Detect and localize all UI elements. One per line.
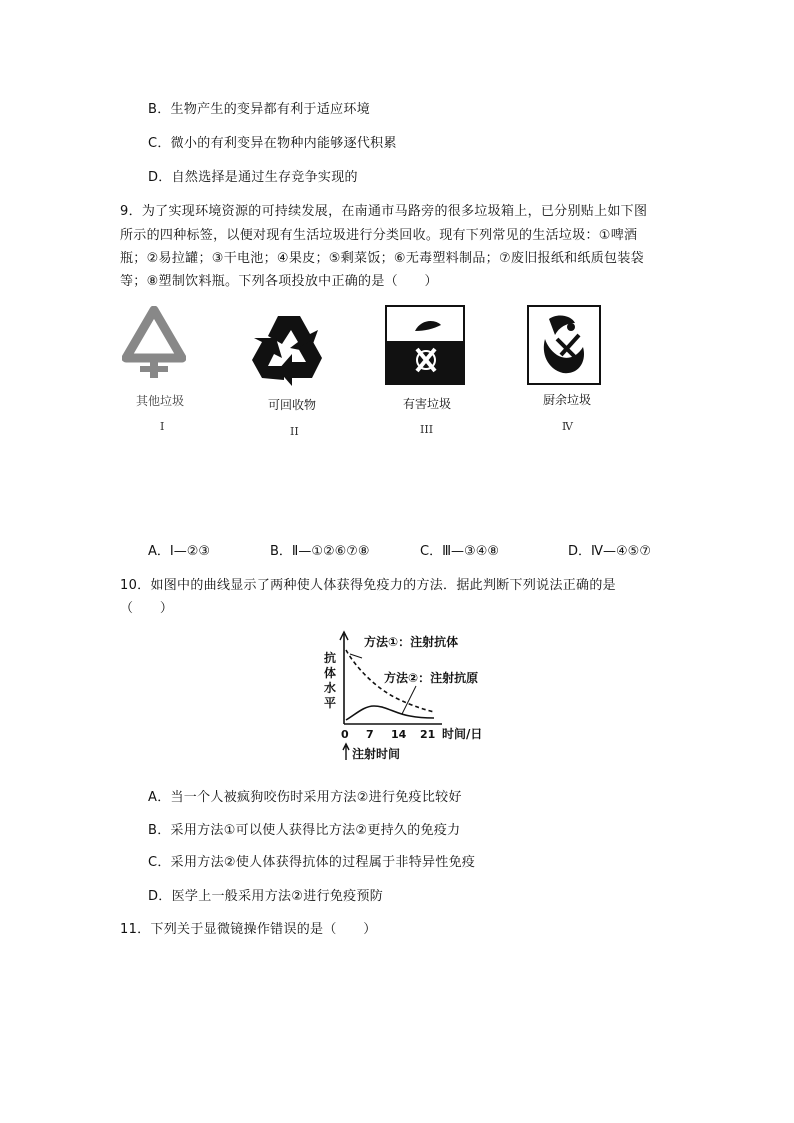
x-tick-21: 21 xyxy=(420,728,436,741)
q9-answer-d: D．Ⅳ—④⑤⑦ xyxy=(568,544,651,559)
q9-answer-c: C．Ⅲ—③④⑧ xyxy=(420,544,500,559)
q9-stem-line-4: 等；⑧塑制饮料瓶。下列各项投放中正确的是（ ） xyxy=(120,274,438,289)
other-waste-icon xyxy=(122,306,186,384)
x-tick-14: 14 xyxy=(391,728,407,741)
q9-stem-line-1: 9．为了实现环境资源的可持续发展，在南通市马路旁的很多垃圾箱上，已分别贴上如下图 xyxy=(120,204,648,219)
q10-stem-line-1: 10．如图中的曲线显示了两种使人体获得免疫力的方法．据此判断下列说法正确的是 xyxy=(120,578,616,593)
x-tick-7: 7 xyxy=(366,728,374,741)
q9-stem-line-2: 所示的四种标签，以便对现有生活垃圾进行分类回收。现有下列常见的生活垃圾：①啤酒 xyxy=(120,228,638,243)
q9-answer-a: A．Ⅰ—②③ xyxy=(148,544,211,559)
q10-option-b: B．采用方法①可以使人获得比方法②更持久的免疫力 xyxy=(148,823,461,838)
injection-time-label: 注射时间 xyxy=(352,747,401,761)
q10-option-a: A．当一个人被疯狗咬伤时采用方法②进行免疫比较好 xyxy=(148,790,462,805)
label-roman-4: Ⅳ xyxy=(562,420,573,433)
y-label-3: 水 xyxy=(324,681,337,695)
label-roman-3: III xyxy=(420,423,434,436)
q11-stem: 11．下列关于显微镜操作错误的是（ ） xyxy=(120,922,377,937)
method2-curve xyxy=(346,706,434,720)
label-roman-2: II xyxy=(290,425,299,438)
q8-option-b: B．生物产生的变异都有利于适应环境 xyxy=(148,102,371,117)
q8-option-c: C．微小的有利变异在物种内能够逐代积累 xyxy=(148,136,397,151)
label-kitchen-waste: 厨余垃圾 xyxy=(542,393,591,407)
method1-label: 方法①：注射抗体 xyxy=(364,635,459,649)
hazardous-waste-icon xyxy=(385,305,465,385)
label-roman-1: I xyxy=(160,420,165,433)
q9-answer-b: B．Ⅱ—①②⑥⑦⑧ xyxy=(270,544,370,559)
label-hazardous: 有害垃圾 xyxy=(402,397,451,411)
q9-stem-line-3: 瓶；②易拉罐；③干电池；④果皮；⑤剩菜饭；⑥无毒塑料制品；⑦废旧报纸和纸质包装袋 xyxy=(120,251,644,266)
label-other-waste: 其他垃圾 xyxy=(135,394,184,408)
y-label-2: 体 xyxy=(324,666,337,680)
immunity-curve-figure xyxy=(316,628,500,764)
x-axis-label: 时间/日 xyxy=(442,727,483,741)
label-recyclable: 可回收物 xyxy=(267,398,316,412)
q10-option-c: C．采用方法②使人体获得抗体的过程属于非特异性免疫 xyxy=(148,855,476,870)
kitchen-waste-icon xyxy=(527,305,601,385)
q10-option-d: D．医学上一般采用方法②进行免疫预防 xyxy=(148,889,384,904)
method2-label: 方法②：注射抗原 xyxy=(384,671,479,685)
x-tick-0: 0 xyxy=(341,728,349,741)
y-label-1: 抗 xyxy=(324,651,337,665)
recycle-icon xyxy=(248,308,336,390)
q8-option-d: D．自然选择是通过生存竞争实现的 xyxy=(148,170,358,185)
y-label-4: 平 xyxy=(324,696,337,710)
q10-stem-line-2: （ ） xyxy=(120,601,174,616)
